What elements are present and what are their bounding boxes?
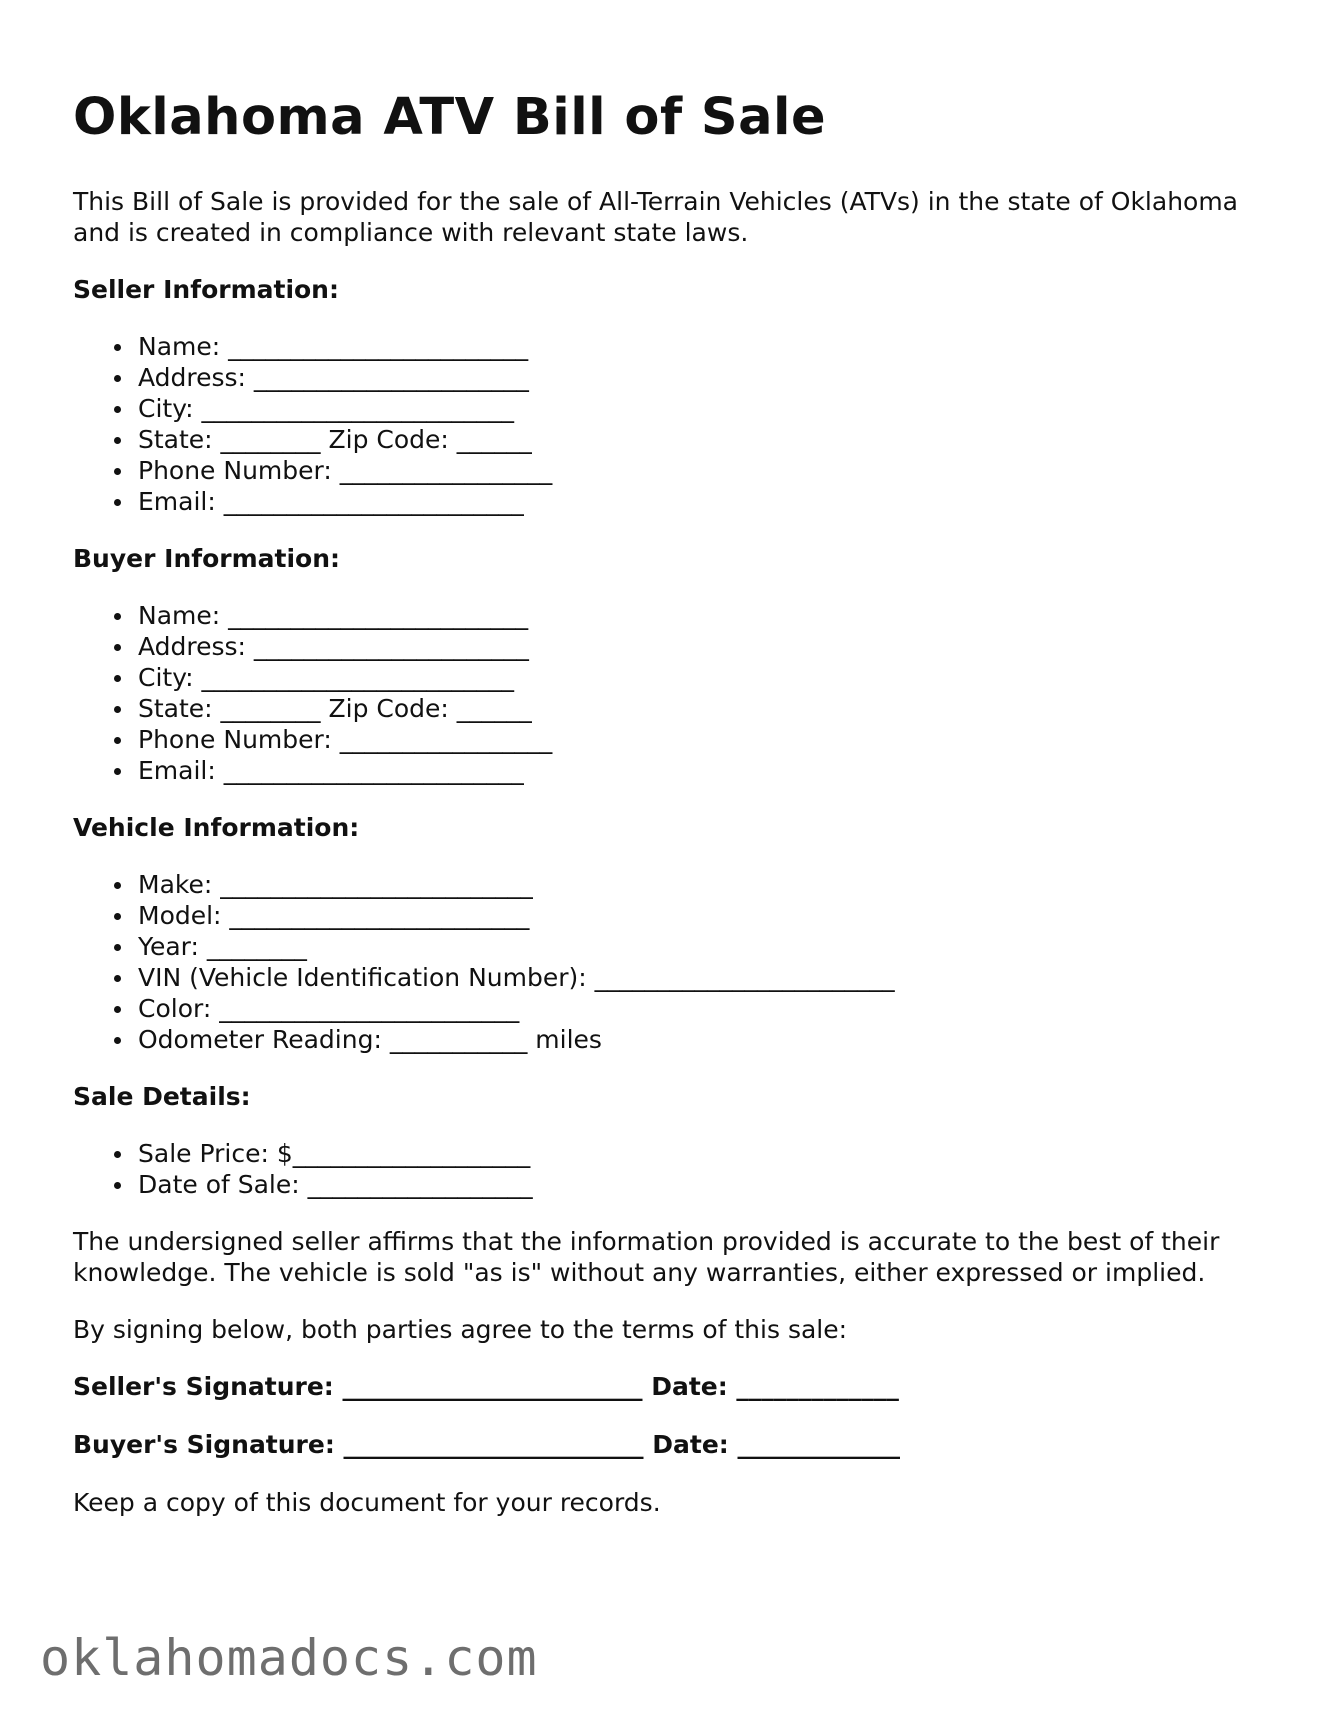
- document-title: Oklahoma ATV Bill of Sale: [73, 88, 827, 147]
- buyer-list: [73, 600, 1253, 786]
- vehicle-color-field: Color: ________________________: [138, 993, 1253, 1024]
- watermark-logo: oklahomadocs.com: [40, 1629, 538, 1687]
- sale-date-field: Date of Sale: __________________: [138, 1169, 1253, 1200]
- buyer-email-field: Email: ________________________: [138, 755, 1253, 786]
- buyer-signature-line: Buyer's Signature: ________________________ Date: _____________: [73, 1430, 900, 1459]
- vehicle-make-field: Make: _________________________: [138, 869, 1253, 900]
- sale-price-field: Sale Price: $___________________: [138, 1138, 1253, 1169]
- sale-list: [73, 1138, 1253, 1200]
- vehicle-vin-field: VIN (Vehicle Identification Number): ________________________: [138, 962, 1253, 993]
- buyer-heading: Buyer Information:: [73, 544, 341, 573]
- buyer-state-zip-field: State: ________ Zip Code: ______: [138, 693, 1253, 724]
- affirmation-paragraph: The undersigned seller affirms that the information provided is accurate to the best of their knowledge. The vehicle is sold "as is" without any warranties, either expressed or implied.: [73, 1227, 1220, 1287]
- seller-address-field: Address: ______________________: [138, 362, 1253, 393]
- records-note: Keep a copy of this document for your records.: [73, 1488, 661, 1517]
- buyer-phone-field: Phone Number: _________________: [138, 724, 1253, 755]
- vehicle-year-field: Year: ________: [138, 931, 1253, 962]
- seller-list: [73, 331, 1253, 517]
- vehicle-model-field: Model: ________________________: [138, 900, 1253, 931]
- buyer-address-field: Address: ______________________: [138, 631, 1253, 662]
- seller-name-field: Name: ________________________: [138, 331, 1253, 362]
- seller-heading: Seller Information:: [73, 275, 339, 304]
- seller-state-zip-field: State: ________ Zip Code: ______: [138, 424, 1253, 455]
- seller-city-field: City: _________________________: [138, 393, 1253, 424]
- vehicle-odometer-field: Odometer Reading: ___________ miles: [138, 1024, 1253, 1055]
- sale-heading: Sale Details:: [73, 1082, 251, 1111]
- intro-paragraph: This Bill of Sale is provided for the sale of All-Terrain Vehicles (ATVs) in the state of Oklahoma and is created in compliance with relevant state laws.: [73, 187, 1239, 247]
- document-page: [73, 86, 1253, 1518]
- vehicle-list: [73, 869, 1253, 1055]
- buyer-city-field: City: _________________________: [138, 662, 1253, 693]
- agreement-paragraph: By signing below, both parties agree to the terms of this sale:: [73, 1315, 848, 1344]
- seller-signature-line: Seller's Signature: ________________________ Date: _____________: [73, 1372, 899, 1401]
- buyer-name-field: Name: ________________________: [138, 600, 1253, 631]
- vehicle-heading: Vehicle Information:: [73, 813, 360, 842]
- seller-email-field: Email: ________________________: [138, 486, 1253, 517]
- seller-phone-field: Phone Number: _________________: [138, 455, 1253, 486]
